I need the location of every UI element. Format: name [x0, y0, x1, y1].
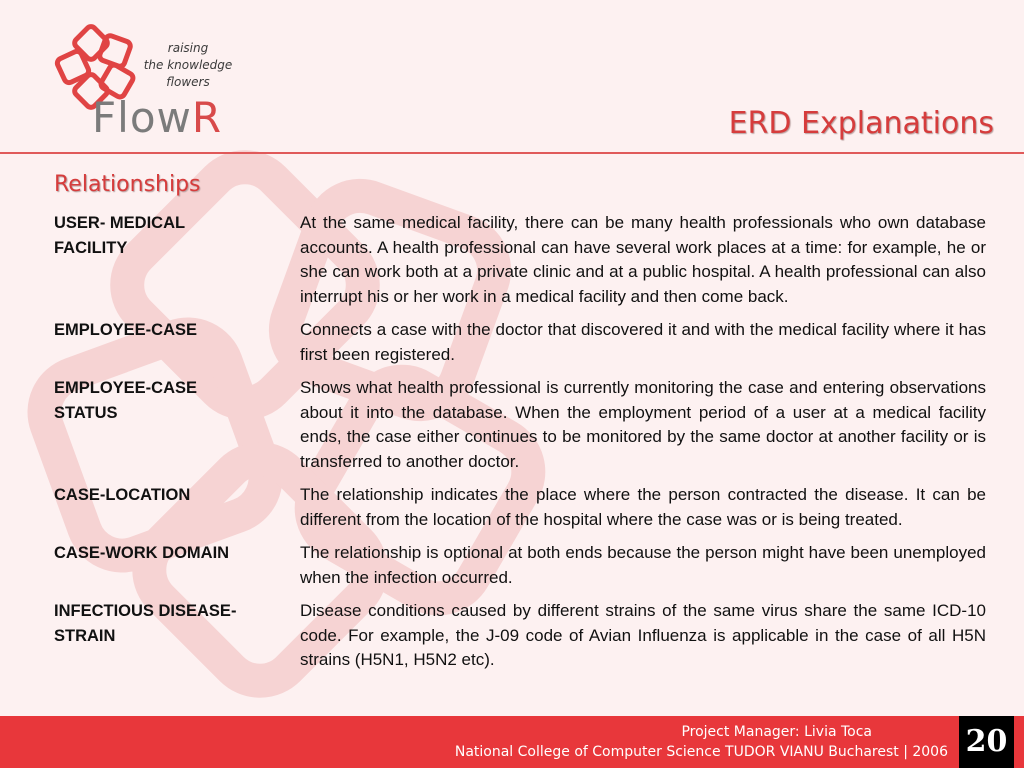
term-line: USER- MEDICAL [54, 214, 186, 232]
logo-word-main: Flow [92, 93, 192, 142]
term-line: FACILITY [54, 238, 128, 257]
term-line: EMPLOYEE-CASE [54, 321, 198, 339]
relationship-term [54, 483, 300, 532]
term-line: STRAIN [54, 626, 116, 645]
relationship-description: At the same medical facility, there can be many health professionals who own database accounts. A health professional can have several work places at a time: for example, he or she can work both at a private clinic and at a public hospital. A health professional can also interrupt his or her work in a medical facility and then come back. [300, 213, 986, 306]
logo-word-accent: R [191, 93, 223, 142]
relationship-term [54, 318, 300, 367]
relationship-term [54, 541, 300, 590]
term-line: STATUS [54, 403, 118, 422]
term-line: CASE-LOCATION [54, 486, 191, 504]
page-number: 20 [959, 716, 1014, 768]
term-line: INFECTIOUS DISEASE- [54, 602, 237, 620]
section-heading: Relationships [54, 172, 201, 197]
tagline-line: the knowledge [143, 58, 233, 72]
header-divider [0, 152, 1024, 154]
slide-title: ERD Explanations [728, 106, 994, 141]
relationship-row [54, 599, 986, 673]
relationship-row [54, 483, 986, 532]
logo-tagline [133, 40, 243, 91]
footer-institution: National College of Computer Science TUDOR VIANU Bucharest | 2006 [454, 744, 948, 760]
relationship-row [54, 376, 986, 474]
relationship-description: Shows what health professional is currently monitoring the case and entering observations about it into the database. When the employment period of a user at a medical facility ends, the case either continues to be monitored by the same doctor at another facility or is transferred to another doctor. [300, 378, 986, 471]
footer-project-manager: Project Manager: Livia Toca [681, 724, 872, 740]
relationship-description: The relationship indicates the place where the person contracted the disease. It can be different from the location of the hospital where the case was or is being treated. [300, 485, 986, 529]
term-line: CASE-WORK DOMAIN [54, 544, 230, 562]
logo-wordmark [92, 94, 222, 142]
relationship-row [54, 541, 986, 590]
term-line: EMPLOYEE-CASE [54, 379, 198, 397]
footer-text [455, 722, 948, 762]
relationships-list [54, 211, 986, 682]
relationship-description: Disease conditions caused by different strains of the same virus share the same ICD-10 code. For example, the J-09 code of Avian Influenza is applicable in the case of all H5N strains (H5N1, H5N2 etc). [300, 601, 986, 669]
relationship-row [54, 211, 986, 309]
relationship-description: The relationship is optional at both ends because the person might have been unemployed when the infection occurred. [300, 543, 986, 587]
relationship-term [54, 376, 300, 474]
relationship-row [54, 318, 986, 367]
tagline-line: raising [167, 41, 209, 55]
relationship-description: Connects a case with the doctor that discovered it and with the medical facility where it has first been registered. [300, 320, 986, 364]
tagline-line: flowers [166, 75, 210, 89]
footer-bar [0, 716, 1024, 768]
relationship-term [54, 599, 300, 673]
relationship-term [54, 211, 300, 309]
